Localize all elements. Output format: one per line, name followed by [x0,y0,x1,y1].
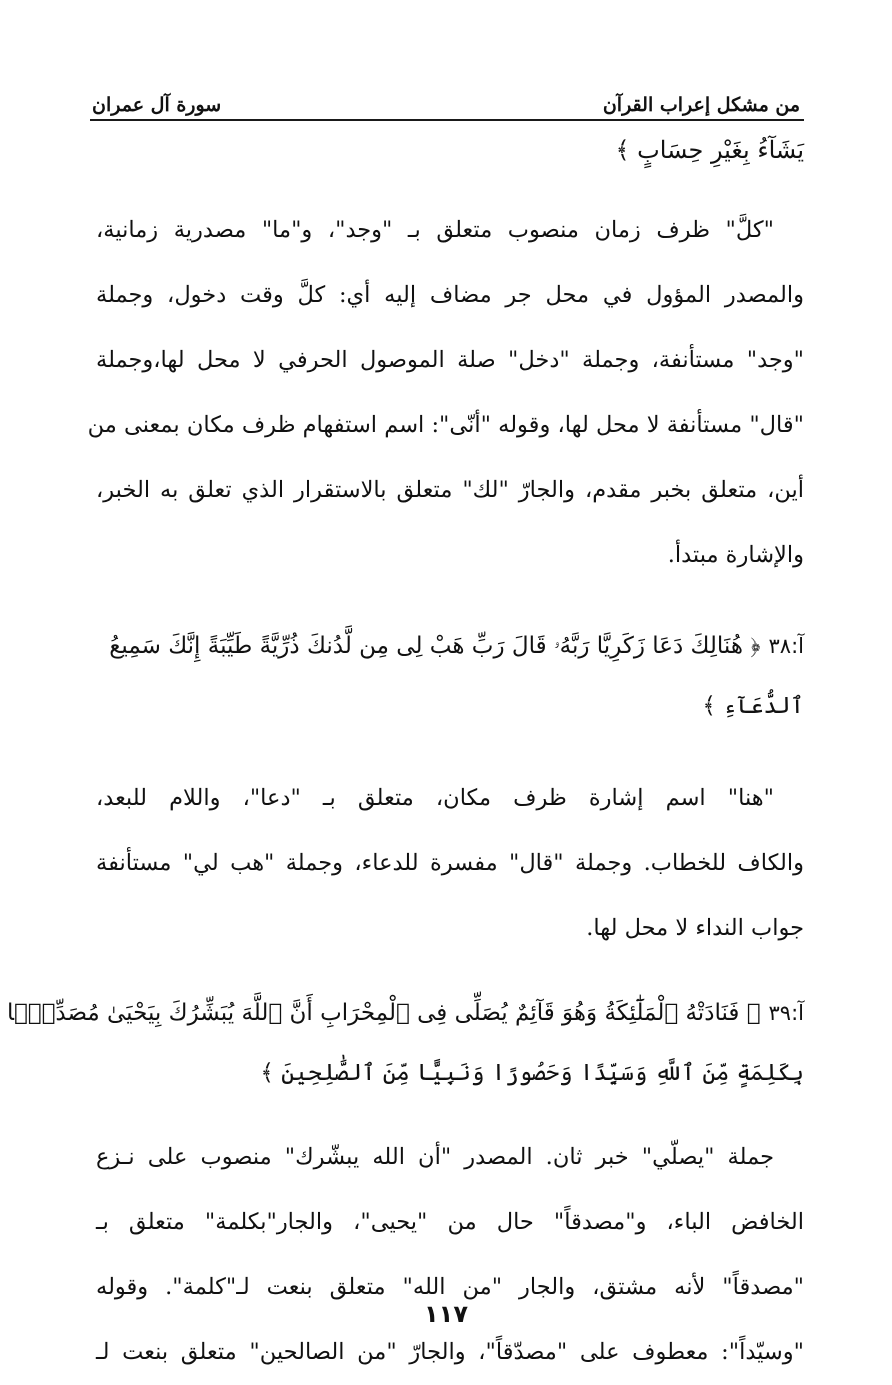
verse-line: ٱلدُّعَآءِ ﴾ [702,693,804,719]
paragraph-line: والإشارة مبتدأ. [667,542,804,568]
paragraph-1 [87,198,804,588]
paragraph-line: "كلَّ" ظرف زمان منصوب متعلق بـ "وجد"، و"ما" مصدرية زمانية، [96,217,774,243]
header-divider [90,119,804,121]
paragraph-line: الخافض الباء، و"مصدقاً" حال من "يحيى"، والجار"بكلمة" متعلق بـ [96,1209,804,1235]
verse-text: ﴿ فَنَادَتْهُ ٱلْمَلَٰٓئِكَةُ وَهُوَ قَآئِمٌ يُصَلِّى فِى ٱلْمِحْرَابِ أَنَّ ٱللَّهَ يُبَشِّرُكَ بِيَحْيَىٰ مُصَدِّقًۢا [6,1000,761,1026]
paragraph-line: جواب النداء لا محل لها. [586,915,804,941]
verse-number: آ:٣٨ [768,634,804,658]
paragraph-line: جملة "يصلّي" خبر ثان. المصدر "أن الله يبشّرك" منصوب على نـزع [96,1144,774,1170]
running-header [92,86,800,116]
verse-line [6,983,804,1043]
paragraph-line: "وجد" مستأنفة، وجملة "دخل" صلة الموصول الحرفي لا محل لها،وجملة [96,347,804,373]
page-number: ١١٧ [424,1300,468,1328]
paragraph-line: "مصدقاً" لأنه مشتق، والجار "من الله" متعلق بنعت لـ"كلمة". وقوله [96,1274,804,1300]
surah-title: سورة آل عمران [92,94,222,116]
paragraph-line: أين، متعلق بخبر مقدم، والجارّ "لك" متعلق بالاستقرار الذي تعلق به الخبر، [96,477,804,503]
paragraph-line: "قال" مستأنفة لا محل لها، وقوله "أنّى": اسم استفهام ظرف مكان بمعنى من [87,412,804,438]
paragraph-3 [96,1125,804,1385]
paragraph-line: والكاف للخطاب. وجملة "قال" مفسرة للدعاء، وجملة "هب لي" مستأنفة [96,850,804,876]
verse-text: ﴿ هُنَالِكَ دَعَا زَكَرِيَّا رَبَّهُۥ قَالَ رَبِّ هَبْ لِى مِن لَّدُنكَ ذُرِّيَّةً طَيِّبَةً إِنَّكَ سَمِيعُ [109,633,761,659]
verse-38 [96,616,804,736]
paragraph-line: "وسيّداً": معطوف على "مصدّقاً"، والجارّ "من الصالحين" متعلق بنعت لـ [96,1339,804,1365]
verse-number: آ:٣٩ [768,1001,804,1025]
page-body [6,126,804,1385]
book-title: من مشكل إعراب القرآن [602,94,800,116]
verse-fragment: يَشَآءُ بِغَيْرِ حِسَابٍ ﴾ [615,136,804,164]
verse-line: بِكَلِمَةٍ مِّنَ ٱللَّهِ وَسَيِّدًا وَحَصُورًا وَنَبِيًّا مِّنَ ٱلصَّٰلِحِينَ ﴾ [260,1060,804,1086]
paragraph-line: والمصدر المؤول في محل جر مضاف إليه أي: كلَّ وقت دخول، وجملة [96,282,804,308]
verse-39 [6,983,804,1103]
paragraph-2 [96,766,804,961]
verse-line [96,616,804,676]
paragraph-line: "هنا" اسم إشارة ظرف مكان، متعلق بـ "دعا"، واللام للبعد، [96,785,774,811]
